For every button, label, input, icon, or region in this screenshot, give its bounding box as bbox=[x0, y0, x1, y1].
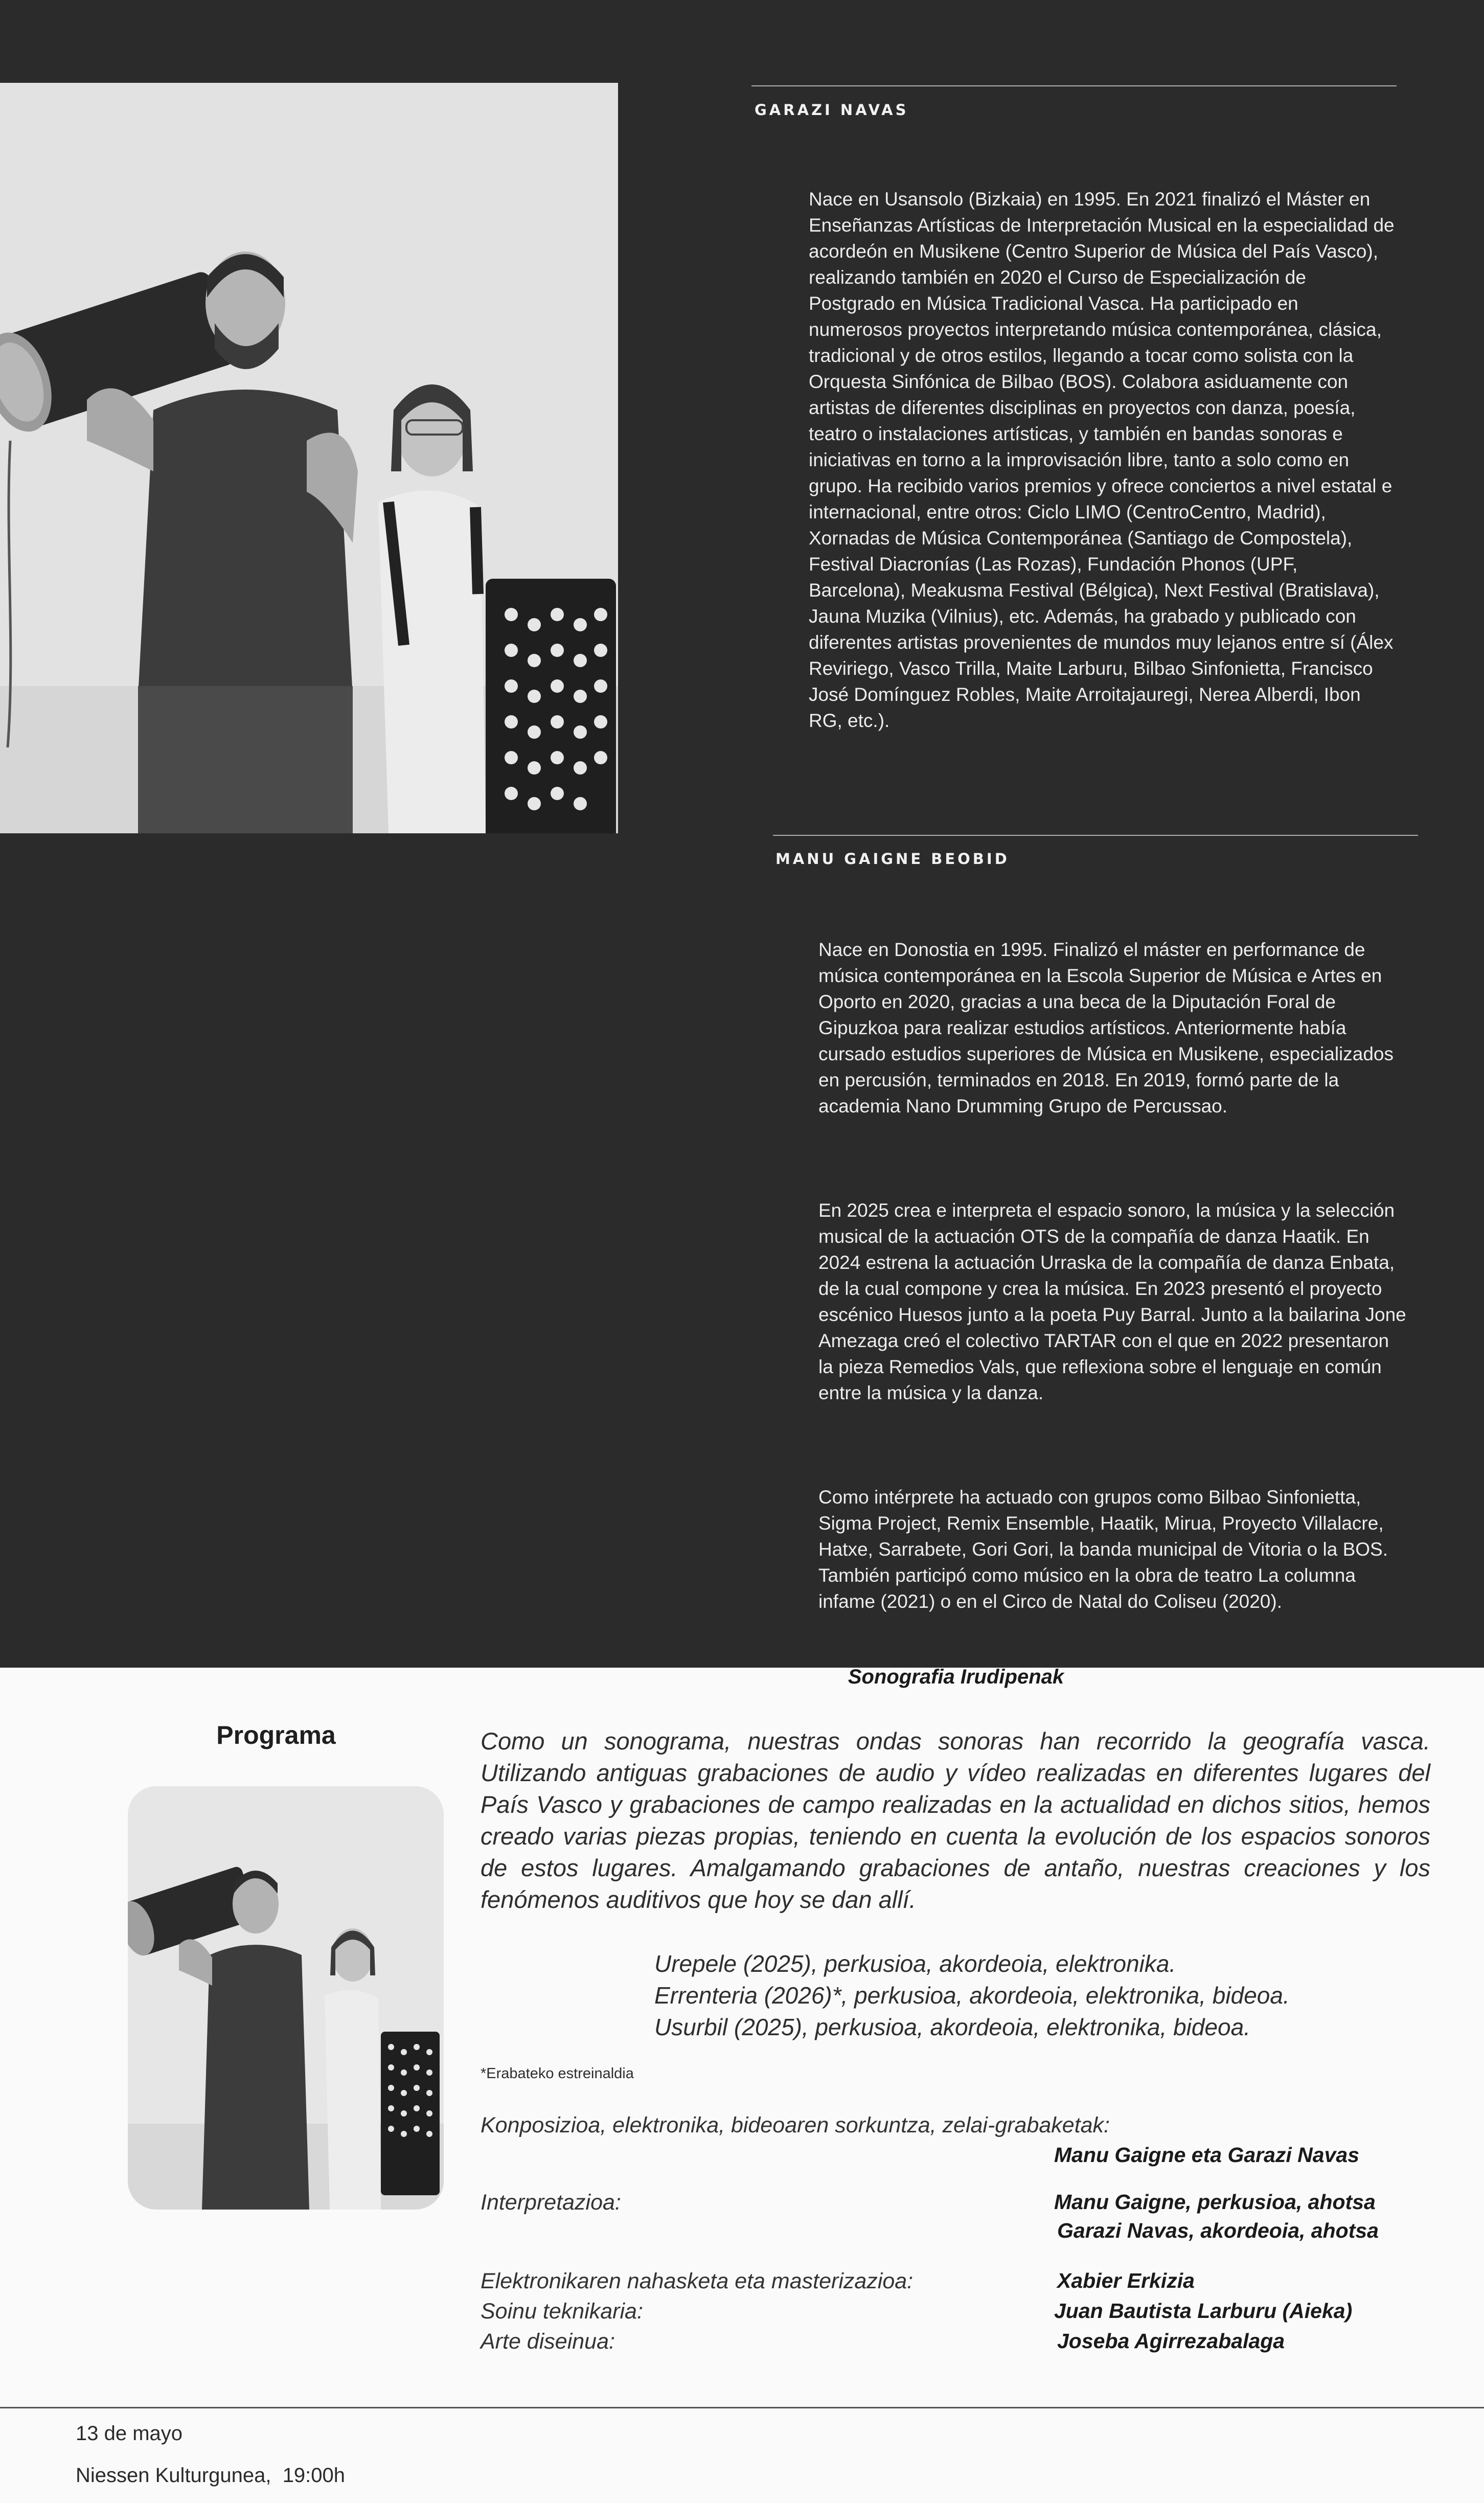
premiere-note: *Erabateko estreinaldia bbox=[481, 2065, 634, 2082]
credit-composition-label: Konposizioa, elektronika, bideoaren sorkuntza, zelai-grabaketak: bbox=[481, 2113, 1110, 2137]
program-description: Como un sonograma, nuestras ondas sonoras han recorrido la geografía vasca. Utilizando antiguas grabaciones de audio y vídeo realizadas en diferentes lugares del País Vasco y grabaciones de campo realizadas en la actualidad en dichos sitios, hemos creado varias piezas propias, teniendo en cuenta la evolución de los espacios sonoros de estos lugares. Amalgamando grabaciones de antaño, nuestras creaciones y los fenómenos auditivos que hoy se dan allí. bbox=[481, 1727, 1430, 1913]
credit-mixing-label: Elektronikaren nahasketa eta masterizazioa: bbox=[481, 2269, 914, 2293]
credit-sound-value: Juan Bautista Larburu (Aieka) bbox=[1054, 2299, 1353, 2323]
pieces-list bbox=[654, 1948, 1319, 2043]
credit-design-label: Arte diseinua: bbox=[481, 2329, 615, 2354]
credit-design-value: Joseba Agirrezabalaga bbox=[1057, 2329, 1285, 2353]
credit-mixing-value: Xabier Erkizia bbox=[1057, 2269, 1195, 2292]
bio-paragraph: Nace en Usansolo (Bizkaia) en 1995. En 2021 finalizó el Máster en Enseñanzas Artísticas de Interpretación Musical en la especialidad de acordeón en Musikene (Centro Superior de Música del País Vasco), realizando también en 2020 el Curso de Especialización de Postgrado en Música Tradicional Vasca. Ha participado en numerosos proyectos interpretando música contemporánea, clásica, tradicional y de otros estilos, llegando a tocar como solista con la Orquesta Sinfónica de Bilbao (BOS). Colabora asiduamente con artistas de diferentes disciplinas en proyectos con danza, poesía, teatro o instalaciones artísticas, y también en bandas sonoras e iniciativas en torno a la improvisación libre, tanto a solo como en grupo. Ha recibido varios premios y ofrece conciertos a nivel estatal e internacional, entre otros: Ciclo LIMO (CentroCentro, Madrid), Xornadas de Música Contemporánea (Santiago de Compostela), Festival Diacronías (Las Rozas), Fundación Phonos (UPF, Barcelona), Meakusma Festival (Bélgica), Next Festival (Bratislava), Jauna Muzika (Vilnius), etc. Además, ha grabado y publicado con diferentes artistas provenientes de mundos muy lejanos entre sí (Álex Reviriego, Vasco Trilla, Maite Larburu, Bilbao Sinfonietta, Francisco José Domínguez Robles, Maite Arroitajauregi, Nerea Alberdi, Ibon RG, etc.). bbox=[809, 189, 1395, 731]
bio-paragraph: Como intérprete ha actuado con grupos como Bilbao Sinfonietta, Sigma Project, Remix Ensemble, Haatik, Mirua, Proyecto Villalacre, Hatxe, Sarrabete, Gori Gori, la banda municipal de Vitoria o la BOS. También participó como músico en la obra de teatro La columna infame (2021) o en el Circo de Natal do Coliseu (2020). bbox=[818, 1487, 1388, 1612]
program-photo bbox=[128, 1786, 444, 2210]
credit-interpretation-label: Interpretazioa: bbox=[481, 2190, 621, 2215]
event-venue-time: Niessen Kulturgunea, 19:00h bbox=[76, 2464, 346, 2487]
credit-sound-label: Soinu teknikaria: bbox=[481, 2299, 643, 2324]
work-title: Sonografia Irudipenak bbox=[848, 1666, 1064, 1688]
bio-divider-garazi bbox=[751, 85, 1397, 86]
footer-divider bbox=[0, 2407, 1484, 2408]
bio-divider-manu bbox=[773, 835, 1418, 836]
piece-item: Usurbil (2025), perkusioa, akordeoia, elektronika, bideoa. bbox=[654, 2014, 1250, 2040]
bio-paragraph: Nace en Donostia en 1995. Finalizó el máster en performance de música contemporánea en la Escola Superior de Música e Artes en Oporto en 2020, gracias a una beca de la Diputación Foral de Gipuzkoa para realizar estudios artísticos. Anteriormente había cursado estudios superiores de Música en Musikene, especializados en percusión, terminados en 2018. En 2019, formó parte de la academia Nano Drumming Grupo de Percussao. bbox=[818, 939, 1394, 1117]
credit-composition-value: Manu Gaigne eta Garazi Navas bbox=[1054, 2143, 1360, 2167]
bio-text-manu bbox=[818, 884, 1406, 1641]
event-date: 13 de mayo bbox=[76, 2422, 183, 2445]
piece-item: Urepele (2025), perkusioa, akordeoia, elektronika. bbox=[654, 1950, 1176, 1977]
bio-text-garazi bbox=[809, 134, 1397, 760]
bio-name-garazi: GARAZI NAVAS bbox=[755, 101, 909, 119]
musicians-photo bbox=[0, 83, 618, 833]
bio-paragraph: En 2025 crea e interpreta el espacio sonoro, la música y la selección musical de la actuación OTS de la compañía de danza Haatik. En 2024 estrena la actuación Urraska de la compañía de danza Enbata, de la cual compone y crea la música. En 2023 presentó el proyecto escénico Huesos junto a la poeta Puy Barral. Junto a la bailarina Jone Amezaga creó el colectivo TARTAR con el que en 2022 presentaron la pieza Remedios Vals, que reflexiona sobre el lenguaje en común entre la música y la danza. bbox=[818, 1200, 1406, 1403]
piece-item: Errenteria (2026)*, perkusioa, akordeoia, elektronika, bideoa. bbox=[654, 1982, 1290, 2009]
credit-interpretation-value-1: Manu Gaigne, perkusioa, ahotsa bbox=[1054, 2190, 1376, 2214]
program-heading: Programa bbox=[216, 1721, 336, 1749]
bio-name-manu: MANU GAIGNE BEOBID bbox=[775, 850, 1010, 868]
credit-interpretation-value-2: Garazi Navas, akordeoia, ahotsa bbox=[1057, 2219, 1379, 2242]
